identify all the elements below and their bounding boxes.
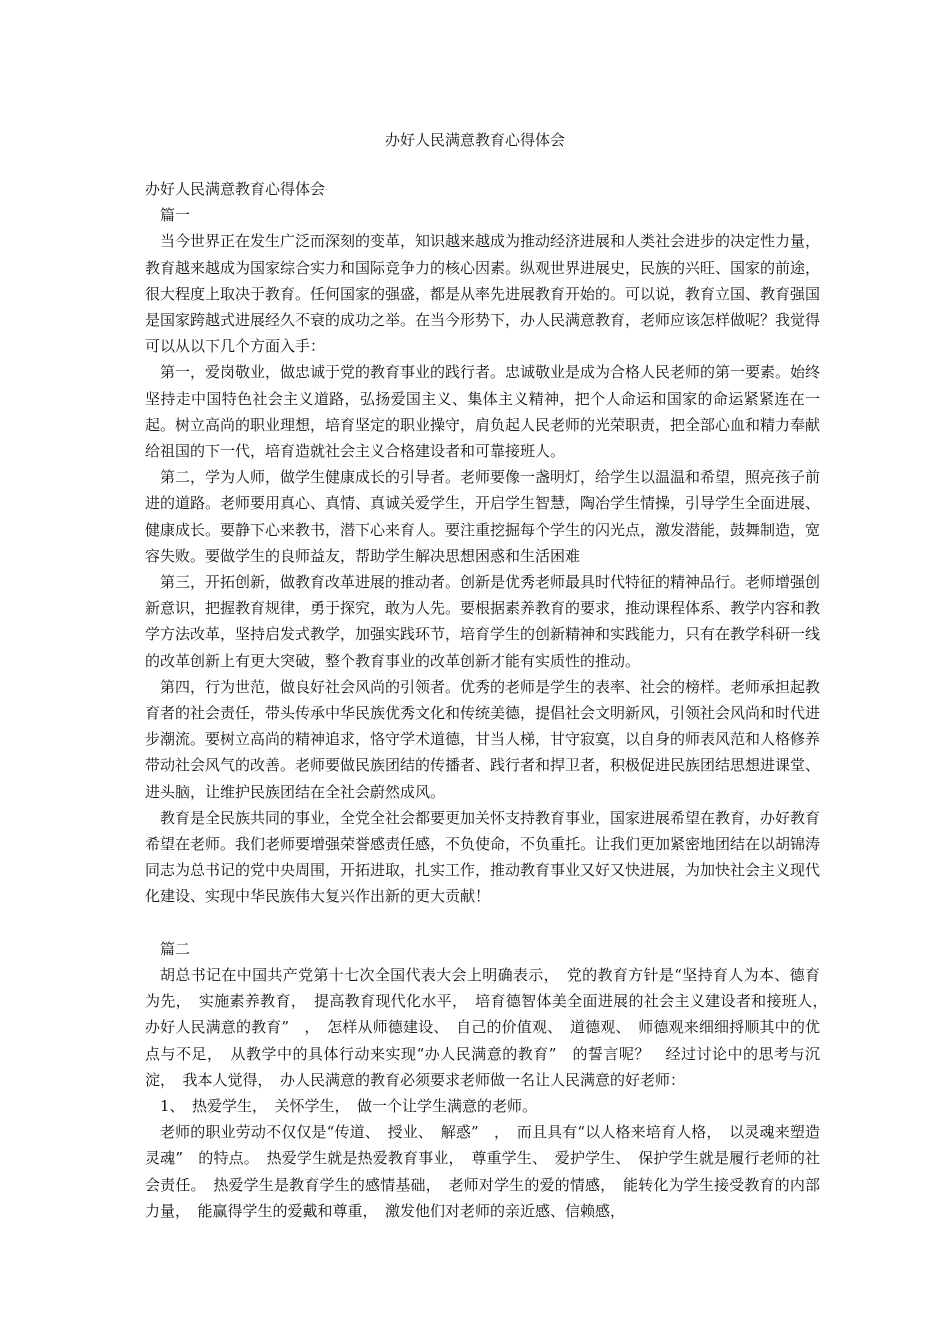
paragraph: 1、 热爱学生， 关怀学生， 做一个让学生满意的老师。 bbox=[160, 1096, 538, 1115]
paragraph: 第三，开拓创新，做教育改革进展的推动者。创新是优秀老师最具时代特征的精神品行。老师增强创新意识，把握教育规律，勇于探究，敢为人先。要根据素养教育的要求，推动课程体系、教学内容和教学方法改革，坚持启发式教学，加强实践环节，培育学生的创新精神和实践能力，只有在教学科研一线的改革创新上有更大突破，整个教育事业的改革创新才能有实质性的推动。 bbox=[145, 573, 821, 670]
section-heading-two: 篇二 bbox=[160, 939, 191, 958]
paragraph: 教育是全民族共同的事业，全党全社会都要更加关怀支持教育事业，国家进展希望在教育，办好教育希望在老师。我们老师要增强荣誉感责任感，不负使命，不负重托。让我们更加紧密地团结在以胡锦涛同志为总书记的党中央周围，开拓进取，扎实工作，推动教育事业又好又快进展，为加快社会主义现代化建设、实现中华民族伟大复兴作出新的更大贡献！ bbox=[145, 808, 821, 906]
paragraph: 当今世界正在发生广泛而深刻的变革，知识越来越成为推动经济进展和人类社会进步的决定性力量，教育越来越成为国家综合实力和国际竞争力的核心因素。纵观世界进展史，民族的兴旺、国家的前途，很大程度上取决于教育。任何国家的强盛，都是从率先进展教育开始的。可以说，教育立国、教育强国是国家跨越式进展经久不衰的成功之举。在当今形势下，办人民满意教育，老师应该怎样做呢？我觉得可以从以下几个方面入手： bbox=[145, 232, 821, 356]
paragraph: 胡总书记在中国共产党第十七次全国代表大会上明确表示， 党的教育方针是“坚持育人为本、德育为先， 实施素养教育， 提高教育现代化水平， 培育德智体美全面进展的社会主义建设者和接班人， 办好人民满意的教育” ， 怎样从师德建设、 自己的价值观、 道德观、 师德观来细细捋顺其中的优点与不足， 从教学中的具体行动来实现“办人民满意的教育” 的誓言呢？ 经过讨论中的思考与沉淀， 我本人觉得， 办人民满意的教育必须要求老师做一名让人民满意的好老师： bbox=[145, 965, 836, 1089]
paragraph: 老师的职业劳动不仅仅是“传道、 授业、 解惑” ， 而且具有“以人格来培育人格， 以灵魂来塑造灵魂” 的特点。 热爱学生就是热爱教育事业， 尊重学生、 爱护学生、 保护学生就是履行老师的社会责任。 热爱学生是教育学生的感情基础， 老师对学生的爱的情感， 能转化为学生接受教育的内部力量， 能赢得学生的爱戴和尊重， 激发他们对老师的亲近感、信赖感， bbox=[145, 1123, 820, 1220]
document-subtitle: 办好人民满意教育心得体会 bbox=[145, 180, 326, 198]
section-heading-one: 篇一 bbox=[160, 206, 191, 225]
paragraph: 第四，行为世范，做良好社会风尚的引领者。优秀的老师是学生的表率、社会的榜样。老师承担起教育者的社会责任，带头传承中华民族优秀文化和传统美德，提倡社会文明新风，引领社会风尚和时代进步潮流。要树立高尚的精神追求，恪守学术道德，甘当人梯，甘守寂寞，以自身的师表风范和人格修养带动社会风气的改善。老师要做民族团结的传播者、践行者和捍卫者，积极促进民族团结思想进课堂、进头脑，让维护民族团结在全社会蔚然成风。 bbox=[145, 677, 821, 801]
document-title: 办好人民满意教育心得体会 bbox=[384, 131, 565, 149]
paragraph: 第一，爱岗敬业，做忠诚于党的教育事业的践行者。忠诚敬业是成为合格人民老师的第一要素。始终坚持走中国特色社会主义道路，弘扬爱国主义、集体主义精神，把个人命运和国家的命运紧紧连在一起。树立高尚的职业理想，培育坚定的职业操守，肩负起人民老师的光荣职责，把全部心血和精力奉献给祖国的下一代，培育造就社会主义合格建设者和可靠接班人。 bbox=[145, 363, 821, 461]
section-spacer bbox=[145, 910, 820, 936]
document-body bbox=[145, 176, 836, 1224]
paragraph: 第二，学为人师，做学生健康成长的引导者。老师要像一盏明灯，给学生以温温和希望，照亮孩子前进的道路。老师要用真心、真情、真诚关爱学生，开启学生智慧，陶冶学生情操，引导学生全面进展、健康成长。要静下心来教书，潜下心来育人。要注重挖掘每个学生的闪光点，激发潜能，鼓舞制造，宽容失败。要做学生的良师益友，帮助学生解决思想困惑和生活困难 bbox=[145, 468, 821, 565]
